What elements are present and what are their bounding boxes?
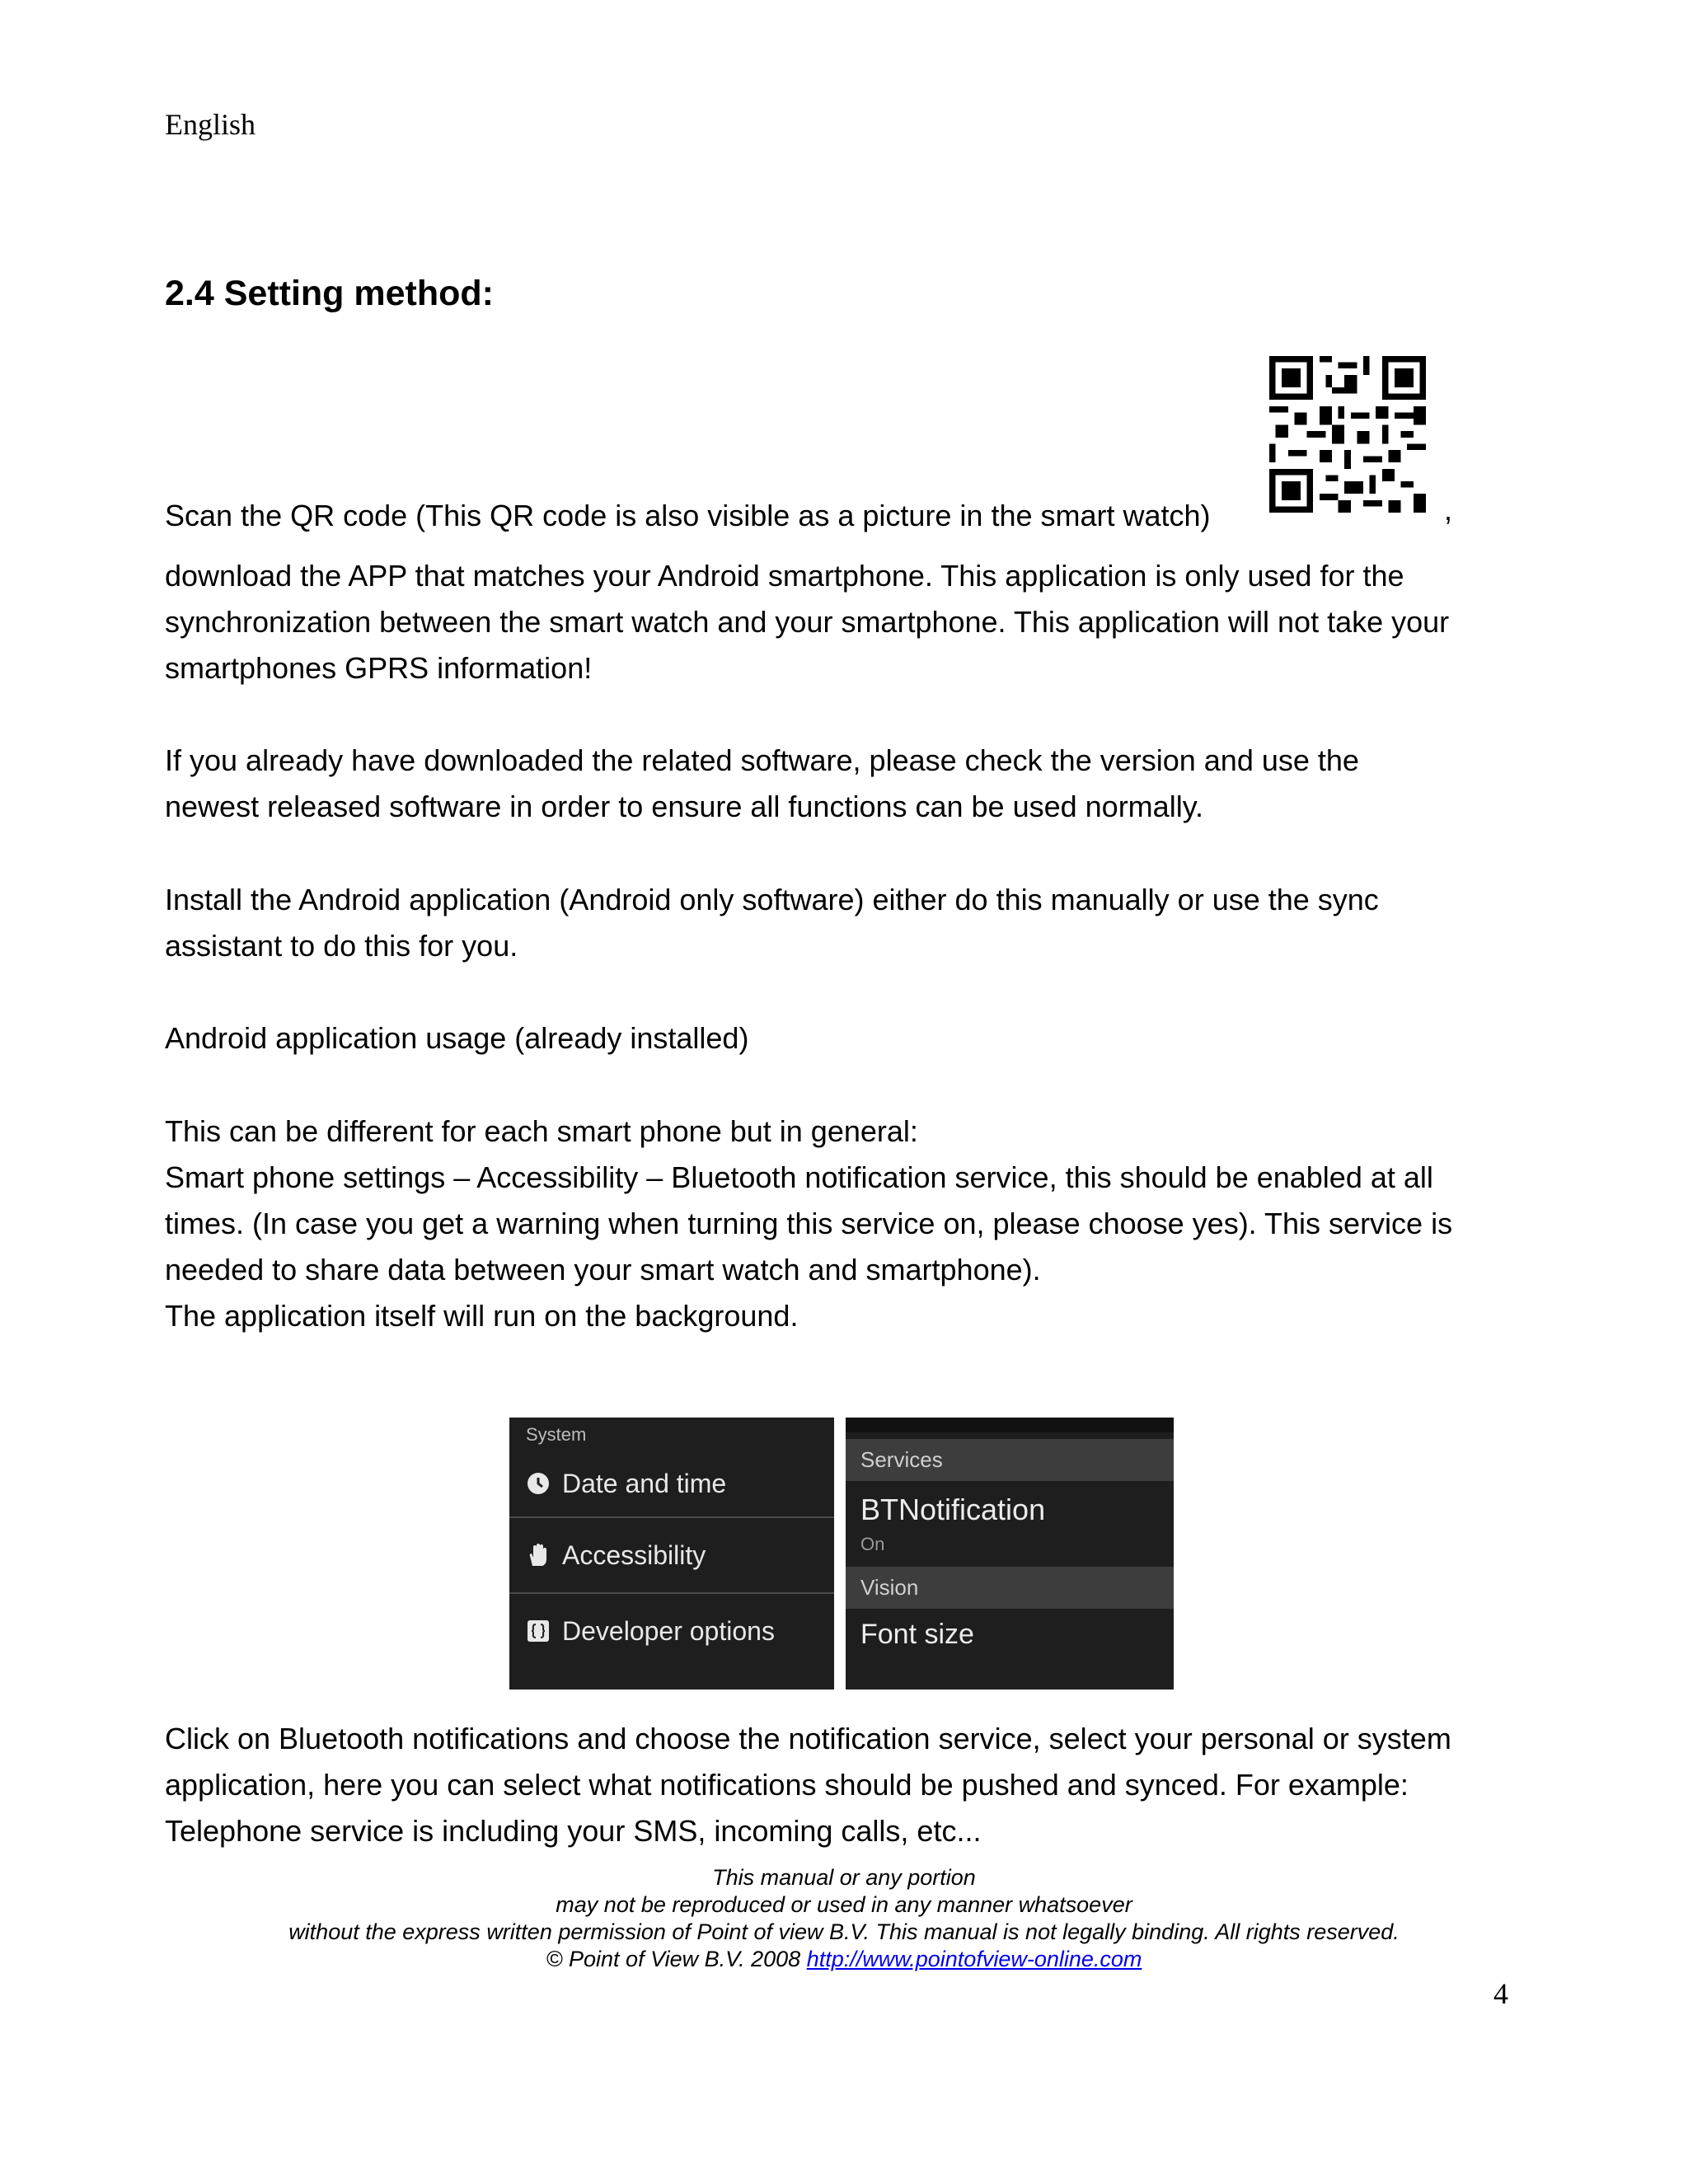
paragraph-line: Telephone service is including your SMS, incoming calls, etc... [165, 1814, 982, 1848]
paragraph-line: Smart phone settings – Accessibility – Bluetooth notification service, this should be enabled at all [165, 1160, 1433, 1194]
bt-notification-item [846, 1481, 1174, 1555]
footer-line: may not be reproduced or used in any manner whatsoever [556, 1892, 1132, 1917]
paragraph-settings [165, 1108, 1533, 1339]
footer-line: without the express written permission of Point of view B.V. This manual is not legally binding. All rights reserved. [288, 1919, 1400, 1944]
bt-notification-status: On [860, 1534, 885, 1554]
paragraph-download [165, 553, 1533, 691]
font-size-item: Font size [860, 1619, 974, 1650]
paragraph-line: The application itself will run on the background. [165, 1299, 799, 1333]
paragraph-line: needed to share data between your smart watch and smartphone). [165, 1253, 1041, 1286]
date-time-label: Date and time [562, 1468, 727, 1498]
paragraph-bluetooth-notifications [165, 1716, 1533, 1854]
page-number: 4 [1493, 1977, 1508, 2010]
paragraph-line: Install the Android application (Android only software) either do this manually or use the sync [165, 883, 1379, 916]
paragraph-line: newest released software in order to ensure all functions can be used normally. [165, 790, 1204, 823]
paragraph-line: synchronization between the smart watch and your smartphone. This application will not take your [165, 605, 1450, 639]
qr-comma: , [1444, 493, 1453, 527]
paragraph-update [165, 738, 1533, 830]
bt-notification-title: BTNotification [860, 1493, 1046, 1526]
footer-website-link[interactable]: http://www.pointofview-online.com [806, 1947, 1142, 1971]
date-time-item [509, 1451, 834, 1516]
qr-paragraph [165, 493, 1533, 539]
footer-copyright: © Point of View B.V. 2008 [546, 1947, 801, 1971]
accessibility-services-screenshot [846, 1418, 1174, 1690]
qr-code-icon [1269, 356, 1426, 513]
paragraph-line: This can be different for each smart phone but in general: [165, 1114, 918, 1148]
developer-options-item [509, 1594, 834, 1668]
paragraph-line: assistant to do this for you. [165, 929, 518, 963]
developer-braces-icon [526, 1619, 551, 1643]
vision-header: Vision [846, 1567, 1174, 1609]
hand-icon [526, 1543, 551, 1568]
accessibility-item [509, 1518, 834, 1592]
section-heading: 2.4 Setting method: [165, 274, 494, 313]
developer-options-label: Developer options [562, 1615, 775, 1646]
paragraph-line: If you already have downloaded the related software, please check the version and use the [165, 743, 1359, 777]
paragraph-line: Android application usage (already installed) [165, 1021, 749, 1055]
paragraph-line: times. (In case you get a warning when turning this service on, please choose yes). This service is [165, 1207, 1453, 1240]
footer-copyright-line [0, 1946, 1688, 1973]
footer-line: This manual or any portion [712, 1865, 976, 1890]
paragraph-line: Scan the QR code (This QR code is also visible as a picture in the smart watch) [165, 499, 1211, 532]
accessibility-label: Accessibility [562, 1540, 706, 1570]
services-header: Services [846, 1439, 1174, 1481]
language-label: English [165, 108, 256, 141]
system-settings-screenshot [509, 1418, 834, 1690]
system-header: System [526, 1424, 587, 1445]
clock-icon [526, 1471, 551, 1496]
paragraph-line: Click on Bluetooth notifications and choose the notification service, select your personal or system [165, 1722, 1451, 1755]
footer-disclaimer [0, 1864, 1688, 1973]
paragraph-line: application, here you can select what notifications should be pushed and synced. For example: [165, 1768, 1409, 1802]
paragraph-usage [165, 1015, 1533, 1062]
paragraph-line: download the APP that matches your Android smartphone. This application is only used for the [165, 559, 1404, 593]
paragraph-install [165, 877, 1533, 969]
paragraph-line: smartphones GPRS information! [165, 651, 593, 685]
